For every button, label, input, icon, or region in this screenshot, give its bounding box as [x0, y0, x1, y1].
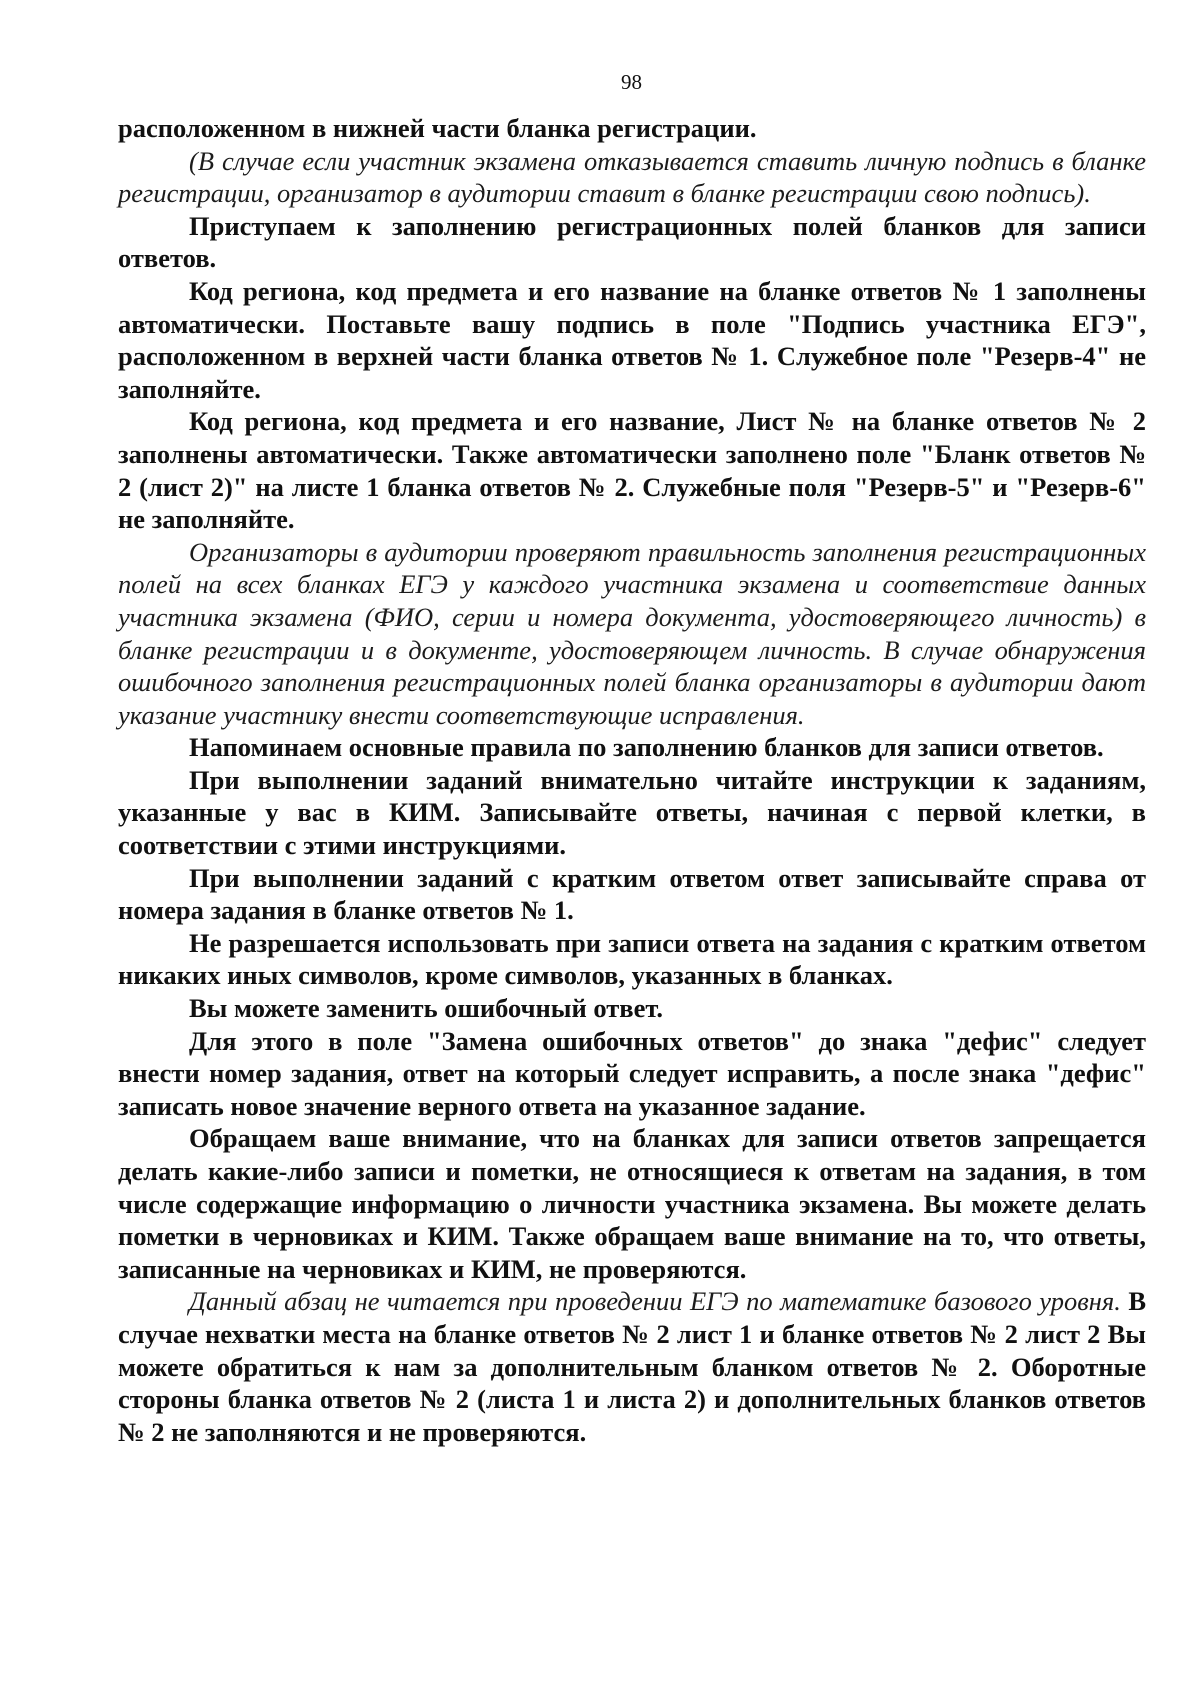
paragraph-answer-sheet-2: Код региона, код предмета и его название, Лист № на бланке ответов № 2 заполнены автоматически. Также автоматически заполнено поле "Бланк ответов № 2 (лист 2)" на листе 1 бланка ответов № 2. Служебные поля "Резерв-5" и "Резерв-6" не заполняйте.	[118, 406, 1146, 535]
paragraph-signature-note: (В случае если участник экзамена отказывается ставить личную подпись в бланке регистрации, организатор в аудитории ставит в бланке регистрации свою подпись).	[118, 145, 1146, 209]
paragraph-read-instructions: При выполнении заданий внимательно читайте инструкции к заданиям, указанные у вас в КИМ. Записывайте ответы, начиная с первой клетки, в соответствии с этими инструкциями.	[118, 764, 1146, 861]
document-body	[118, 112, 1146, 1448]
page-number: 98	[621, 70, 642, 94]
paragraph-no-extra-marks: Обращаем ваше внимание, что на бланках для записи ответов запрещается делать какие-либо записи и пометки, не относящиеся к ответам на задания, в том числе содержащие информацию о личности участника экзамена. Вы можете делать пометки в черновиках и КИМ. Также обращаем ваше внимание на то, что ответы, записанные на черновиках и КИМ, не проверяются.	[118, 1123, 1146, 1284]
paragraph-rules-reminder: Напоминаем основные правила по заполнению бланков для записи ответов.	[189, 732, 1104, 763]
paragraph-registration-end: расположенном в нижней части бланка регистрации.	[118, 113, 757, 143]
paragraph-answer-sheet-1: Код региона, код предмета и его название на бланке ответов № 1 заполнены автоматически. Поставьте вашу подпись в поле "Подпись участника ЕГЭ", расположенном в верхней части бланка ответов № 1. Служебное поле "Резерв-4" не заполняйте.	[118, 275, 1146, 404]
paragraph-start-answer-fields: Приступаем к заполнению регистрационных полей бланков для записи ответов.	[118, 210, 1146, 274]
paragraph-additional-sheets	[118, 1285, 1146, 1448]
paragraph-replace-answer: Вы можете заменить ошибочный ответ.	[189, 993, 664, 1024]
paragraph-short-answer: При выполнении заданий с кратким ответом ответ записывайте справа от номера задания в бланке ответов № 1.	[118, 862, 1146, 926]
paragraph-replace-procedure: Для этого в поле "Замена ошибочных ответов" до знака "дефис" следует внести номер задания, ответ на который следует исправить, а после знака "дефис" записать новое значение верного ответа на указанное задание.	[118, 1025, 1146, 1121]
additional-sheet-text: В случае нехватки места на бланке ответов № 2 лист 1 и бланке ответов № 2 лист 2 Вы можете обратиться к нам за дополнительным бланком ответов № 2. Оборотные стороны бланка ответов № 2 (листа 1 и листа 2) и дополнительных бланков ответов № 2 не заполняются и не проверяются.	[118, 1286, 1147, 1447]
math-base-note: Данный абзац не читается при проведении ЕГЭ по математике базового уровня.	[189, 1286, 1121, 1317]
paragraph-allowed-symbols: Не разрешается использовать при записи ответа на задания с кратким ответом никаких иных символов, кроме символов, указанных в бланках.	[118, 927, 1146, 991]
paragraph-organizer-check: Организаторы в аудитории проверяют правильность заполнения регистрационных полей на всех бланках ЕГЭ у каждого участника экзамена и соответствие данных участника экзамена (ФИО, серии и номера документа, удостоверяющего личность) в бланке регистрации и в документе, удостоверяющем личность. В случае обнаружения ошибочного заполнения регистрационных полей бланка организаторы в аудитории дают указание участнику внести соответствующие исправления.	[118, 536, 1146, 730]
